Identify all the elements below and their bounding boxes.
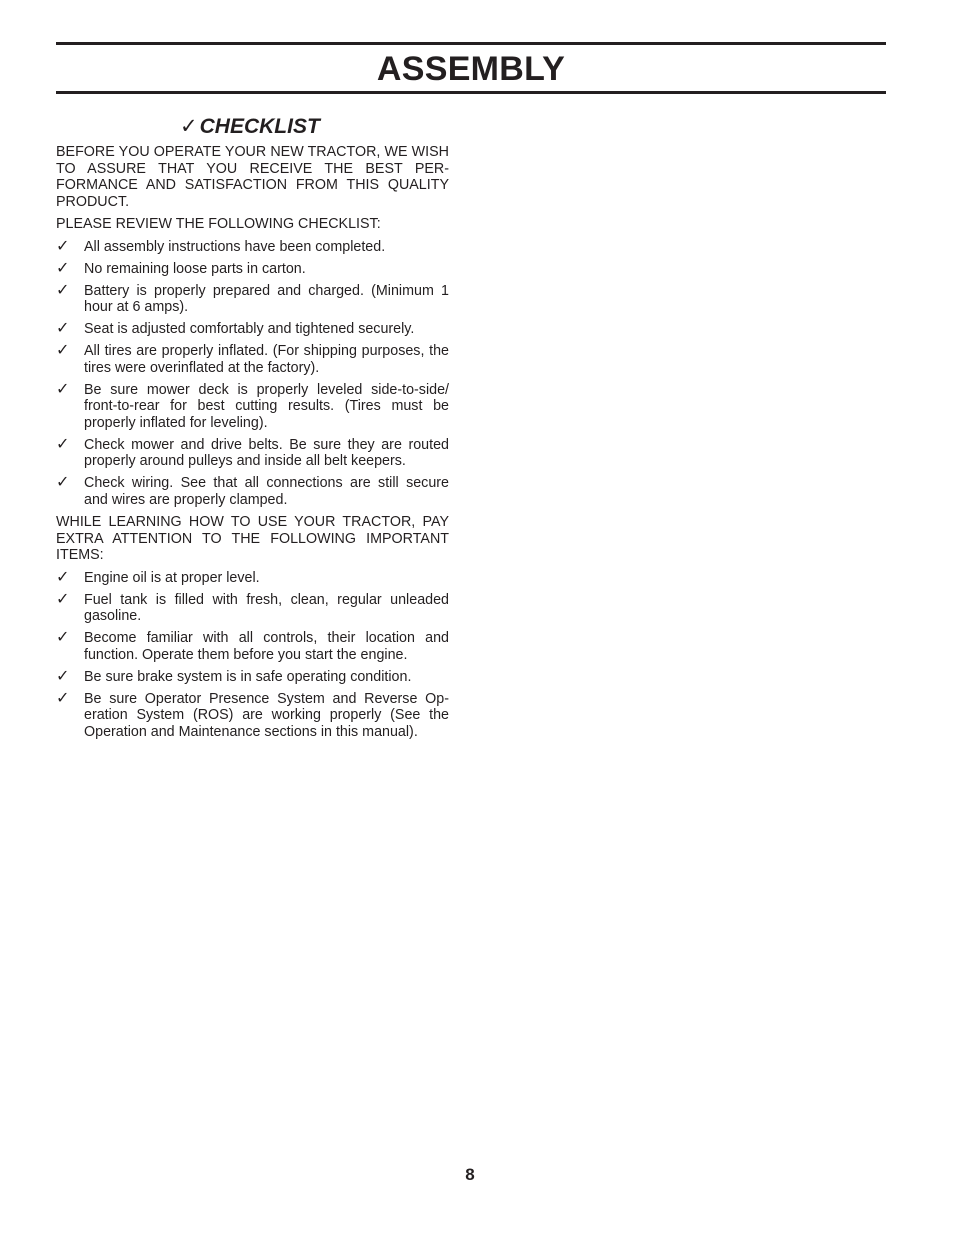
- list-item-text: Be sure mower deck is properly leveled side-to-side/ front-to-rear for best cutting results. (Tires must be properly inflated for leveling).: [84, 381, 449, 431]
- checkmark-icon: ✓: [56, 237, 70, 255]
- list-item-text: Seat is adjusted comfortably and tightened securely.: [84, 321, 415, 337]
- learning-checklist: [56, 570, 449, 741]
- list-item-text: Check wiring. See that all connections are still secure and wires are properly clamped.: [84, 475, 449, 508]
- learning-heading: WHILE LEARNING HOW TO USE YOUR TRACTOR, PAY EXTRA ATTENTION TO THE FOLLOWING IMPORTANT ITEMS:: [56, 514, 449, 563]
- checkmark-icon: ✓: [56, 474, 70, 491]
- list-item-text: Be sure brake system is in safe operating condition.: [84, 668, 412, 685]
- checkmark-icon: ✓: [56, 667, 70, 685]
- list-item: [56, 669, 449, 686]
- list-item: [56, 239, 449, 256]
- checkmark-icon: ✓: [56, 689, 70, 707]
- list-item-text: Battery is properly prepared and charged. (Minimum 1 hour at 6 amps).: [84, 282, 449, 315]
- list-item-text: All assembly instructions have been completed.: [84, 238, 386, 255]
- review-heading: PLEASE REVIEW THE FOLLOWING CHECKLIST:: [56, 216, 381, 232]
- list-item-text: Engine oil is at proper level.: [84, 569, 260, 586]
- page-number: 8: [465, 1165, 475, 1184]
- list-item: [56, 437, 449, 470]
- list-item-text: Become familiar with all controls, their location and function. Operate them before you start the engine.: [84, 630, 449, 663]
- assembly-checklist: [56, 239, 449, 509]
- list-item-text: All tires are properly inflated. (For shipping purposes, the tires were overinflated at the factory).: [84, 343, 449, 376]
- list-item: [56, 475, 449, 508]
- checkmark-icon: ✓: [56, 568, 70, 586]
- checkmark-icon: ✓: [180, 115, 198, 138]
- list-item: [56, 570, 449, 587]
- checkmark-icon: ✓: [56, 320, 70, 337]
- checkmark-icon: ✓: [56, 629, 70, 646]
- list-item: [56, 283, 449, 316]
- checkmark-icon: ✓: [56, 380, 70, 398]
- section-title: [180, 114, 449, 140]
- list-item: [56, 592, 449, 625]
- list-item-text: Fuel tank is filled with fresh, clean, regular unleaded gasoline.: [84, 591, 449, 624]
- checkmark-icon: ✓: [56, 259, 70, 277]
- checklist-section: [56, 114, 449, 746]
- list-item-text: Be sure Operator Presence System and Reverse Op-eration System (ROS) are working properly (See the Operation and Maintenance sections in this manual).: [84, 690, 449, 740]
- list-item-text: No remaining loose parts in carton.: [84, 260, 306, 277]
- intro-paragraph: BEFORE YOU OPERATE YOUR NEW TRACTOR, WE WISH TO ASSURE THAT YOU RECEIVE THE BEST PER-FORMANCE AND SATISFACTION FROM THIS QUALITY PRODUCT.: [56, 144, 449, 210]
- checkmark-icon: ✓: [56, 590, 70, 608]
- page-header: [56, 42, 886, 94]
- list-item: [56, 630, 449, 663]
- list-item: [56, 382, 449, 432]
- page-title: ASSEMBLY: [376, 50, 566, 88]
- list-item: [56, 343, 449, 376]
- list-item: [56, 321, 449, 338]
- section-title-text: CHECKLIST: [199, 115, 320, 138]
- checkmark-icon: ✓: [56, 281, 70, 299]
- list-item: [56, 261, 449, 278]
- list-item: [56, 691, 449, 741]
- checkmark-icon: ✓: [56, 435, 70, 453]
- checkmark-icon: ✓: [56, 342, 70, 359]
- list-item-text: Check mower and drive belts. Be sure they are routed properly around pulleys and inside all belt keepers.: [84, 436, 449, 469]
